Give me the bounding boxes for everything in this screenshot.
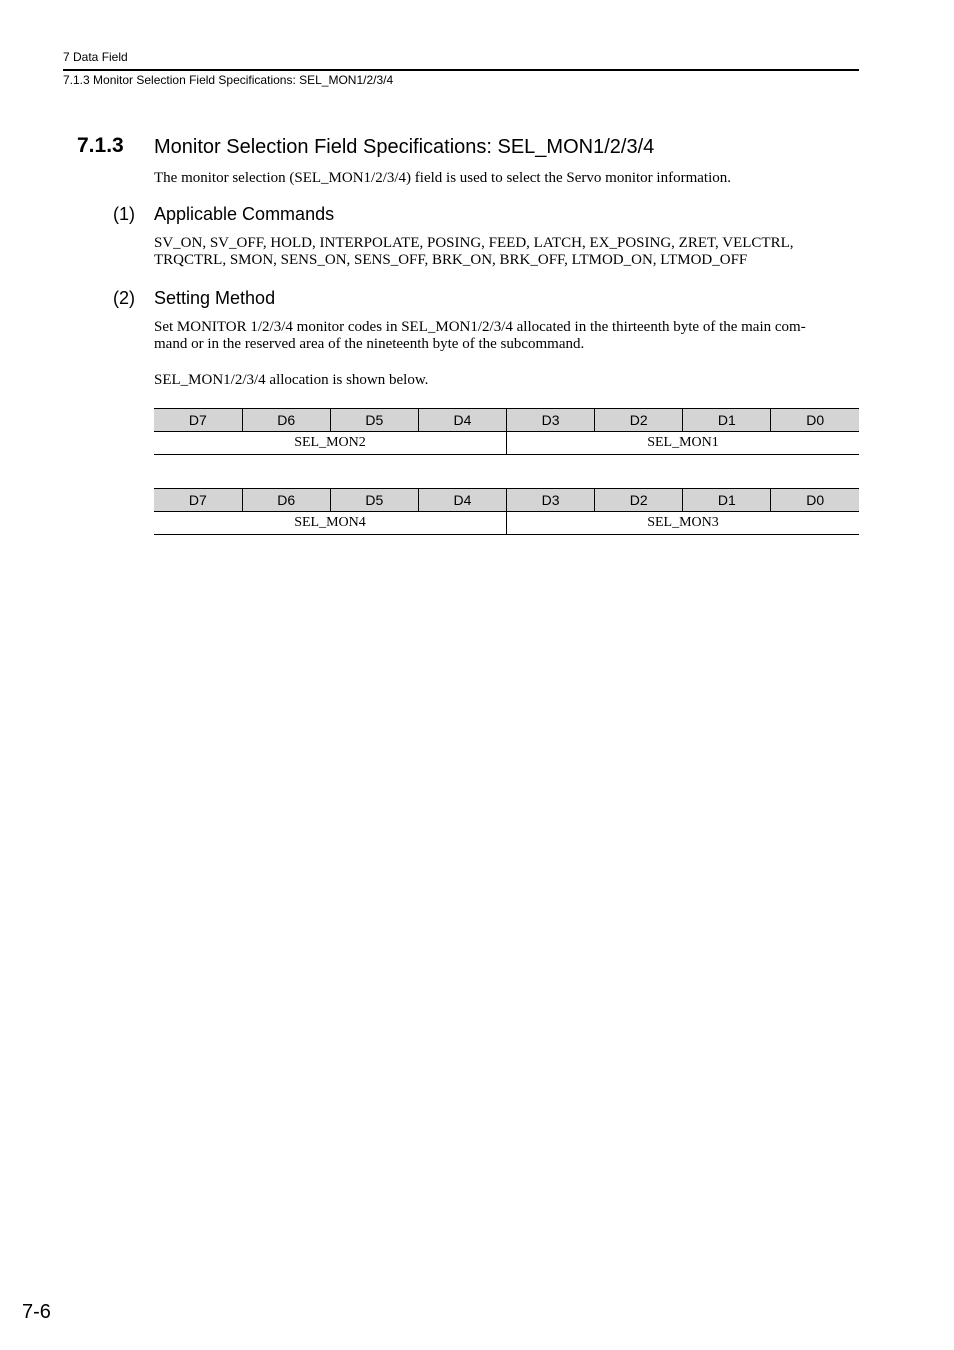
bit-header-cell: D6 [242, 489, 330, 512]
section-intro: The monitor selection (SEL_MON1/2/3/4) field is used to select the Servo monitor information. [154, 170, 731, 186]
bit-header-cell: D0 [771, 489, 859, 512]
sel-mon-1-2-allocation-table [154, 408, 859, 455]
bit-header-cell: D6 [242, 409, 330, 432]
header-rule [63, 69, 859, 71]
bit-header-cell: D2 [595, 409, 683, 432]
commands-line-1: SV_ON, SV_OFF, HOLD, INTERPOLATE, POSING, FEED, LATCH, EX_POSING, ZRET, VELCTRL, [154, 235, 794, 251]
setting-line-2: mand or in the reserved area of the nineteenth byte of the subcommand. [154, 336, 585, 352]
bit-header-row [154, 489, 859, 512]
bit-header-cell: D5 [330, 409, 418, 432]
bit-header-cell: D7 [154, 489, 242, 512]
setting-method-text [154, 319, 859, 353]
section-number: 7.1.3 [77, 134, 124, 157]
applicable-commands-text [154, 235, 859, 269]
bit-header-cell: D0 [771, 409, 859, 432]
bit-header-cell: D5 [330, 489, 418, 512]
bit-header-cell: D1 [683, 409, 771, 432]
bit-header-cell: D2 [595, 489, 683, 512]
subsection-1-number: (1) [113, 204, 135, 224]
field-cell-sel-mon1: SEL_MON1 [507, 432, 860, 455]
running-header-chapter: 7 Data Field [63, 50, 128, 64]
bit-header-cell: D7 [154, 409, 242, 432]
field-cell-sel-mon3: SEL_MON3 [507, 512, 860, 535]
subsection-2-number: (2) [113, 288, 135, 308]
field-cell-sel-mon2: SEL_MON2 [154, 432, 507, 455]
bit-header-cell: D1 [683, 489, 771, 512]
setting-line-1: Set MONITOR 1/2/3/4 monitor codes in SEL_MON1/2/3/4 allocated in the thirteenth byte of the main com- [154, 319, 806, 335]
field-cell-sel-mon4: SEL_MON4 [154, 512, 507, 535]
page-number: 7-6 [22, 1301, 51, 1323]
sel-mon-3-4-allocation-table [154, 488, 859, 535]
bit-header-cell: D3 [507, 489, 595, 512]
commands-line-2: TRQCTRL, SMON, SENS_ON, SENS_OFF, BRK_ON, BRK_OFF, LTMOD_ON, LTMOD_OFF [154, 252, 748, 268]
running-header-section: 7.1.3 Monitor Selection Field Specifications: SEL_MON1/2/3/4 [63, 73, 394, 87]
bit-header-row [154, 409, 859, 432]
bit-header-cell: D4 [418, 489, 506, 512]
field-row [154, 432, 859, 455]
bit-header-cell: D4 [418, 409, 506, 432]
section-title: Monitor Selection Field Specifications: SEL_MON1/2/3/4 [154, 136, 655, 158]
subsection-1-title: Applicable Commands [154, 204, 335, 224]
subsection-2-title: Setting Method [154, 288, 276, 308]
field-row [154, 512, 859, 535]
allocation-note: SEL_MON1/2/3/4 allocation is shown below. [154, 372, 429, 388]
bit-header-cell: D3 [507, 409, 595, 432]
